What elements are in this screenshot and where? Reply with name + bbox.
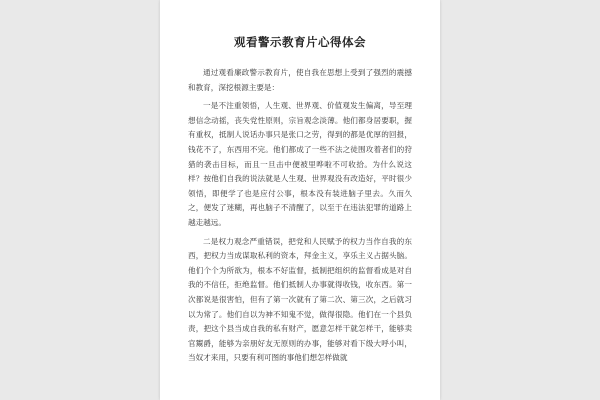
document-title: 观看警示教育片心得体会 bbox=[234, 35, 366, 49]
paragraph-reason-one: 一是不注重领悟，人生观、世界观、价值观发生偏离，导至理想信念动摇，丧失党性原则，宗旨观念淡薄。他们都身居要职，握有重权，抵制人说话办事只是张口之劳，得到的都是优厚的回报，钱花不了，东西用不完。他们都成了一些不法之徒围攻着者们的狩猎的袭击目标，而且一旦击中便被里哗啦不可收拾。为什么说这样？按他们自我的说法就是人生观、世界观没有改造好，平时很少领悟，即便学了也是应付公事，根本没有装进脑子里去。久而久之，便发了迷糊，再也脑子不清醒了，以至于在违法犯罪的道路上越走越远。 bbox=[188, 101, 412, 227]
document-body bbox=[188, 58, 412, 370]
document-page bbox=[160, 0, 440, 400]
paragraph-intro: 通过观看廉政警示教育片，使自我在思想上受到了强烈的震撼和教育，深挖根源主要是： bbox=[188, 68, 412, 92]
paragraph-reason-two: 二是权力观念严重错误，把党和人民赋予的权力当作自我的东西，把权力当成谋取私利的资本，拜金主义，享乐主义占据头脑。他们个个为所欲为，根本不好监督，抵制把组织的监督看成是对自我的不信任，拒绝监督。他们抵制人办事就得收钱，收东西。第一次都说是很害怕，但有了第一次就有了第二次、第三次，之后就习以为常了。他们自以为神不知鬼不觉，做得很隐。他们在一个县负责，把这个县当成自我的私有财产，愿意怎样干就怎样干，能够卖官鬻爵，能够为亲朋好友无原则的办事，能够对看下级大呼小叫，当奴才来用，只要有利可图的事他们想怎样做就 bbox=[188, 236, 412, 363]
